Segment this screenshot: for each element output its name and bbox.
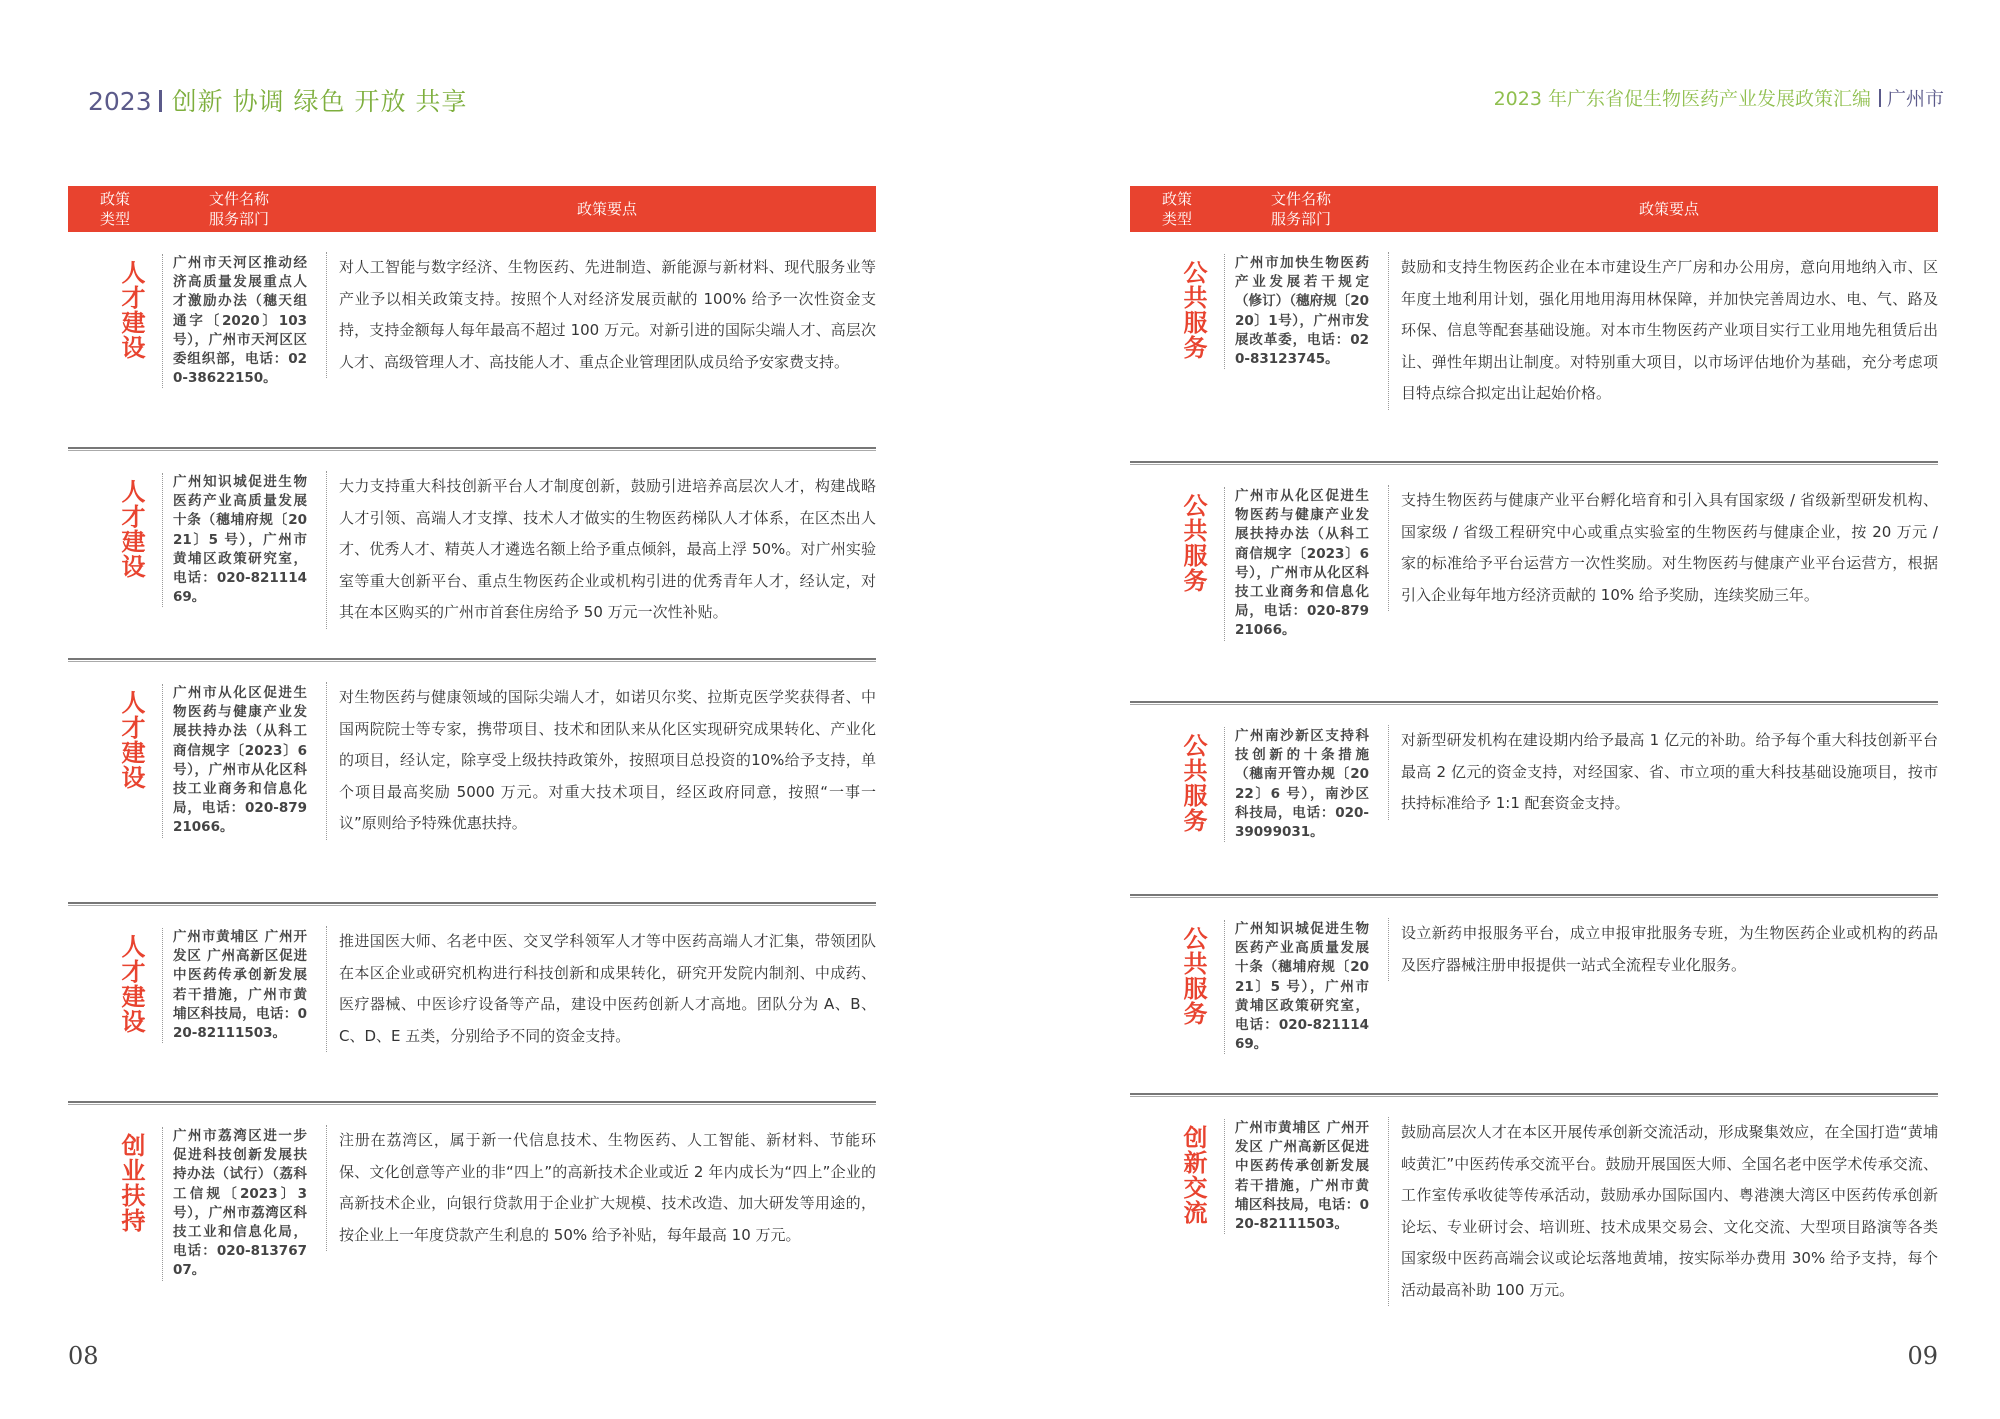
policy-table-left: [68, 186, 876, 1279]
policy-table-right: [1130, 186, 1938, 1299]
policy-category: 公共服务: [1179, 260, 1207, 360]
policy-category: 公共服务: [1179, 733, 1207, 833]
policy-category: 公共服务: [1179, 926, 1207, 1026]
policy-document: 广州市加快生物医药产业发展若干规定（修订）（穗府规〔2020〕1号），广州市发展改革委，电话：020-83123745。: [1224, 254, 1369, 369]
table-row: [1130, 232, 1938, 465]
page-number-right: 09: [1907, 1342, 1938, 1370]
policy-description: 支持生物医药与健康产业平台孵化培育和引入具有国家级 / 省级新型研发机构、国家级 / 省级工程研究中心或重点实验室的生物医药与健康企业，按 20 万元 / 家的标准给予平台运营方一次性奖励。对生物医药与健康产业平台运营方，根据引入企业每年地方经济贡献的 10% 给予奖励，连续奖励三年。: [1388, 485, 1938, 611]
policy-category: 公共服务: [1179, 493, 1207, 593]
table-row: [1130, 898, 1938, 1097]
policy-description: 鼓励和支持生物医药企业在本市建设生产厂房和办公用房，意向用地纳入市、区年度土地利用计划，强化用地用海用林保障，并加快完善周边水、电、气、路及环保、信息等配套基础设施。对本市生物医药产业项目实行工业用地先租赁后出让、弹性年期出让制度。对特别重大项目，以市场评估地价为基础，充分考虑项目特点综合拟定出让起始价格。: [1388, 252, 1938, 410]
header-year: 2023: [88, 87, 152, 116]
policy-description: 对新型研发机构在建设期内给予最高 1 亿元的补助。给予每个重大科技创新平台最高 2 亿元的资金支持，对经国家、省、市立项的重大科技基础设施项目，按市扶持标准给予 1:1 配套资金支持。: [1388, 725, 1938, 820]
policy-category: 人才建设: [117, 690, 145, 790]
col-policy-type: 政策 类型: [99, 190, 130, 228]
policy-document: 广州市黄埔区 广州开发区 广州高新区促进中医药传承创新发展若干措施，广州市黄埔区科技局，电话：020-82111503。: [1224, 1119, 1369, 1234]
policy-document: 广州知识城促进生物医药产业高质量发展十条（穗埔府规〔2021〕5 号），广州市黄埔区政策研究室，电话：020-82111469。: [162, 473, 307, 607]
table-row: [68, 451, 876, 662]
policy-category: 人才建设: [117, 260, 145, 360]
page-number-left: 08: [68, 1342, 99, 1370]
table-header: [68, 186, 876, 232]
col-document-department: 文件名称 服务部门: [208, 190, 269, 228]
policy-category: 创业扶持: [117, 1133, 145, 1233]
policy-document: 广州市黄埔区 广州开发区 广州高新区促进中医药传承创新发展若干措施，广州市黄埔区科技局，电话：020-82111503。: [162, 928, 307, 1043]
table-row: [68, 232, 876, 451]
header-divider: [1879, 89, 1881, 107]
policy-document: 广州市从化区促进生物医药与健康产业发展扶持办法（从科工商信规字〔2023〕6 号），广州市从化区科技工业商务和信息化局，电话：020-87921066。: [1224, 487, 1369, 641]
header-divider: [159, 90, 162, 112]
policy-category: 人才建设: [117, 934, 145, 1034]
col-policy-points: 政策要点: [1638, 200, 1699, 218]
policy-document: 广州市荔湾区进一步促进科技创新发展扶持办法（试行）（荔科工信规〔2023〕3号），广州市荔湾区科技工业和信息化局，电话：020-81376707。: [162, 1127, 307, 1281]
header-publication-title: 2023 年广东省促生物医药产业发展政策汇编: [1493, 88, 1871, 110]
policy-document: 广州南沙新区支持科技创新的十条措施（穗南开管办规〔2022〕6 号），南沙区科技局，电话：020-39099031。: [1224, 727, 1369, 842]
header-motto: 创新 协调 绿色 开放 共享: [171, 87, 468, 116]
policy-description: 设立新药申报服务平台，成立申报审批服务专班，为生物医药企业或机构的药品及医疗器械注册申报提供一站式全流程专业化服务。: [1388, 918, 1938, 981]
table-row: [68, 906, 876, 1105]
header-city: 广州市: [1886, 88, 1944, 110]
col-policy-type: 政策 类型: [1161, 190, 1192, 228]
table-header: [1130, 186, 1938, 232]
header-right: [1494, 84, 1944, 111]
policy-document: 广州市天河区推动经济高质量发展重点人才激励办法（穗天组通字〔2020〕103号），广州市天河区区委组织部，电话：020-38622150。: [162, 254, 307, 388]
policy-category: 创新交流: [1179, 1125, 1207, 1225]
header-left: [88, 82, 467, 118]
table-row: [68, 1105, 876, 1320]
col-policy-points: 政策要点: [576, 200, 637, 218]
table-row: [68, 662, 876, 906]
policy-description: 对人工智能与数字经济、生物医药、先进制造、新能源与新材料、现代服务业等产业予以相关政策支持。按照个人对经济发展贡献的 100% 给予一次性资金支持，支持金额每人每年最高不超过 100 万元。对新引进的国际尖端人才、高层次人才、高级管理人才、高技能人才、重点企业管理团队成员给予安家费支持。: [326, 252, 876, 378]
policy-description: 注册在荔湾区，属于新一代信息技术、生物医药、人工智能、新材料、节能环保、文化创意等产业的非“四上”的高新技术企业或近 2 年内成长为“四上”企业的高新技术企业，向银行贷款用于企业扩大规模、技术改造、加大研发等用途的，按企业上一年度贷款产生利息的 50% 给予补贴，每年最高 10 万元。: [326, 1125, 876, 1251]
table-row: [1130, 465, 1938, 705]
policy-document: 广州知识城促进生物医药产业高质量发展十条（穗埔府规〔2021〕5 号），广州市黄埔区政策研究室，电话：020-82111469。: [1224, 920, 1369, 1054]
policy-description: 推进国医大师、名老中医、交叉学科领军人才等中医药高端人才汇集，带领团队在本区企业或研究机构进行科技创新和成果转化，研究开发院内制剂、中成药、医疗器械、中医诊疗设备等产品，建设中医药创新人才高地。团队分为 A、B、C、D、E 五类，分别给予不同的资金支持。: [326, 926, 876, 1052]
table-row: [1130, 705, 1938, 898]
policy-description: 对生物医药与健康领域的国际尖端人才，如诺贝尔奖、拉斯克医学奖获得者、中国两院院士等专家，携带项目、技术和团队来从化区实现研究成果转化、产业化的项目，经认定，除享受上级扶持政策外，按照项目总投资的10%给予支持，单个项目最高奖励 5000 万元。对重大技术项目，经区政府同意，按照“一事一议”原则给予特殊优惠扶持。: [326, 682, 876, 840]
policy-document: 广州市从化区促进生物医药与健康产业发展扶持办法（从科工商信规字〔2023〕6 号），广州市从化区科技工业商务和信息化局，电话：020-87921066。: [162, 684, 307, 838]
policy-description: 大力支持重大科技创新平台人才制度创新，鼓励引进培养高层次人才，构建战略人才引领、高端人才支撑、技术人才做实的生物医药梯队人才体系，在区杰出人才、优秀人才、精英人才遴选名额上给予重点倾斜，最高上浮 50%。对广州实验室等重大创新平台、重点生物医药企业或机构引进的优秀青年人才，经认定，对其在本区购买的广州市首套住房给予 50 万元一次性补贴。: [326, 471, 876, 629]
policy-description: 鼓励高层次人才在本区开展传承创新交流活动，形成聚集效应，在全国打造“黄埔岐黄汇”中医药传承交流平台。鼓励开展国医大师、全国名老中医学术传承交流、工作室传承收徒等传承活动，鼓励承办国际国内、粤港澳大湾区中医药传承创新论坛、专业研讨会、培训班、技术成果交易会、文化交流、大型项目路演等各类国家级中医药高端会议或论坛落地黄埔，按实际举办费用 30% 给予支持，每个活动最高补助 100 万元。: [1388, 1117, 1938, 1306]
col-document-department: 文件名称 服务部门: [1270, 190, 1331, 228]
policy-category: 人才建设: [117, 479, 145, 579]
table-row: [1130, 1097, 1938, 1327]
